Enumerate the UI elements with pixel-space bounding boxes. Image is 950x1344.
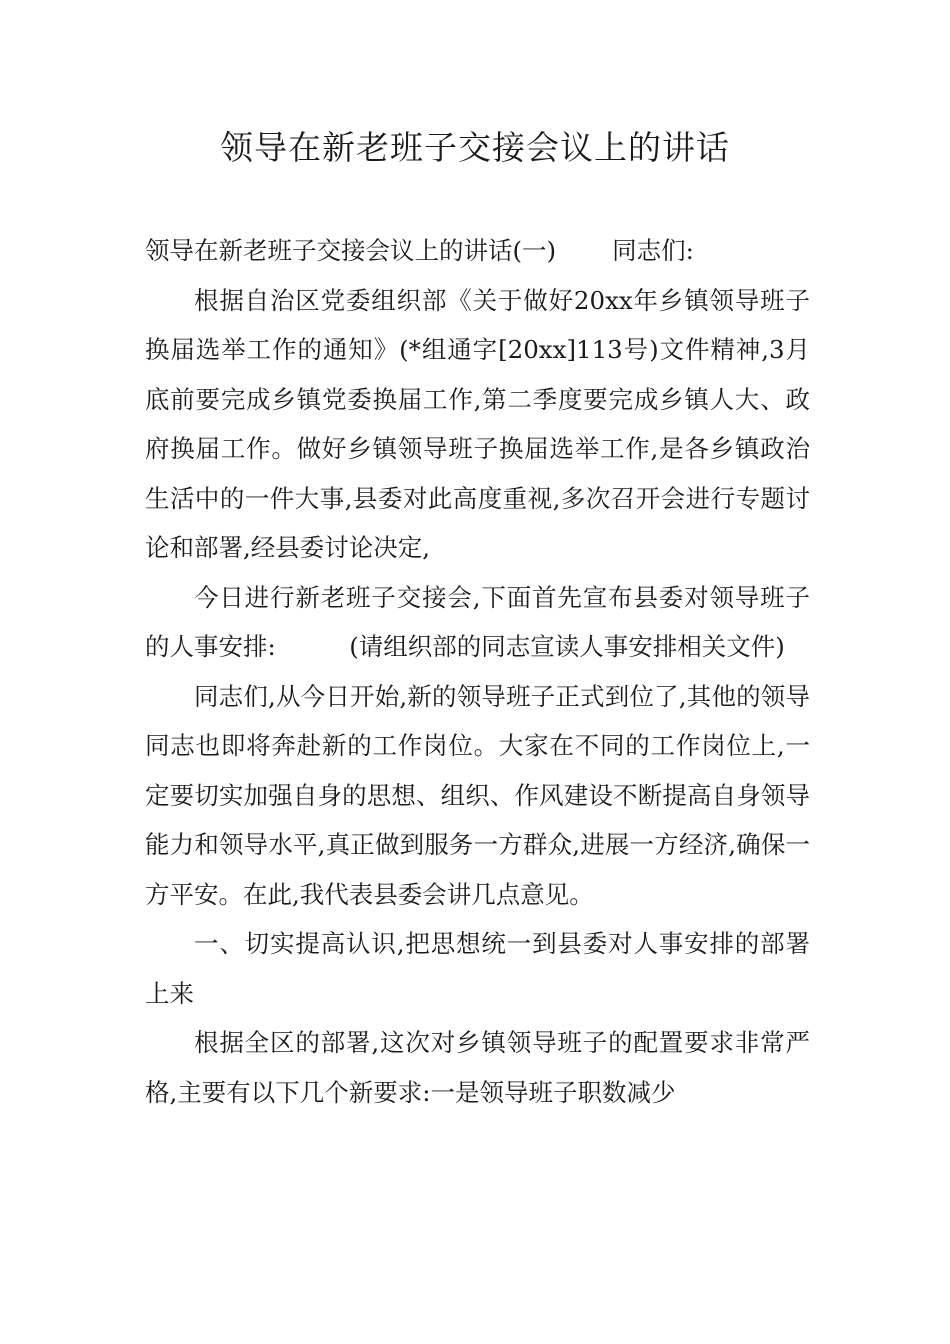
paragraph-2: 今日进行新老班子交接会,下面首先宣布县委对领导班子的人事安排: (请组织部的同志宣读人事安排相关文件) [145, 582, 810, 661]
document-title: 领导在新老班子交接会议上的讲话 [220, 128, 730, 167]
paragraph-4: 根据全区的部署,这次对乡镇领导班子的配置要求非常严格,主要有以下几个新要求:一是领导班子职数减少 [145, 1028, 810, 1107]
paragraph-1: 根据自治区党委组织部《关于做好20xx年乡镇领导班子换届选举工作的通知》(*组通字[20xx]113号)文件精神,3月底前要完成乡镇党委换届工作,第二季度要完成乡镇人大、政府换届工作。做好乡镇领导班子换届选举工作,是各乡镇政治生活中的一件大事,县委对此高度重视,多次召开会进行专题讨论和部署,经县委讨论决定, [145, 285, 810, 562]
document-body [145, 226, 810, 1117]
paragraph-3: 同志们,从今日开始,新的领导班子正式到位了,其他的领导同志也即将奔赴新的工作岗位。大家在不同的工作岗位上,一定要切实加强自身的思想、组织、作风建设不断提高自身领导能力和领导水平,真正做到服务一方群众,进展一方经济,确保一方平安。在此,我代表县委会讲几点意见。 [145, 681, 810, 909]
section-heading-1: 一、切实提高认识,把思想统一到县委对人事安排的部署上来 [145, 929, 810, 1008]
intro-salutation: 同志们: [612, 236, 694, 265]
intro-subtitle: 领导在新老班子交接会议上的讲话(一) [145, 236, 557, 265]
intro-line [145, 226, 810, 276]
